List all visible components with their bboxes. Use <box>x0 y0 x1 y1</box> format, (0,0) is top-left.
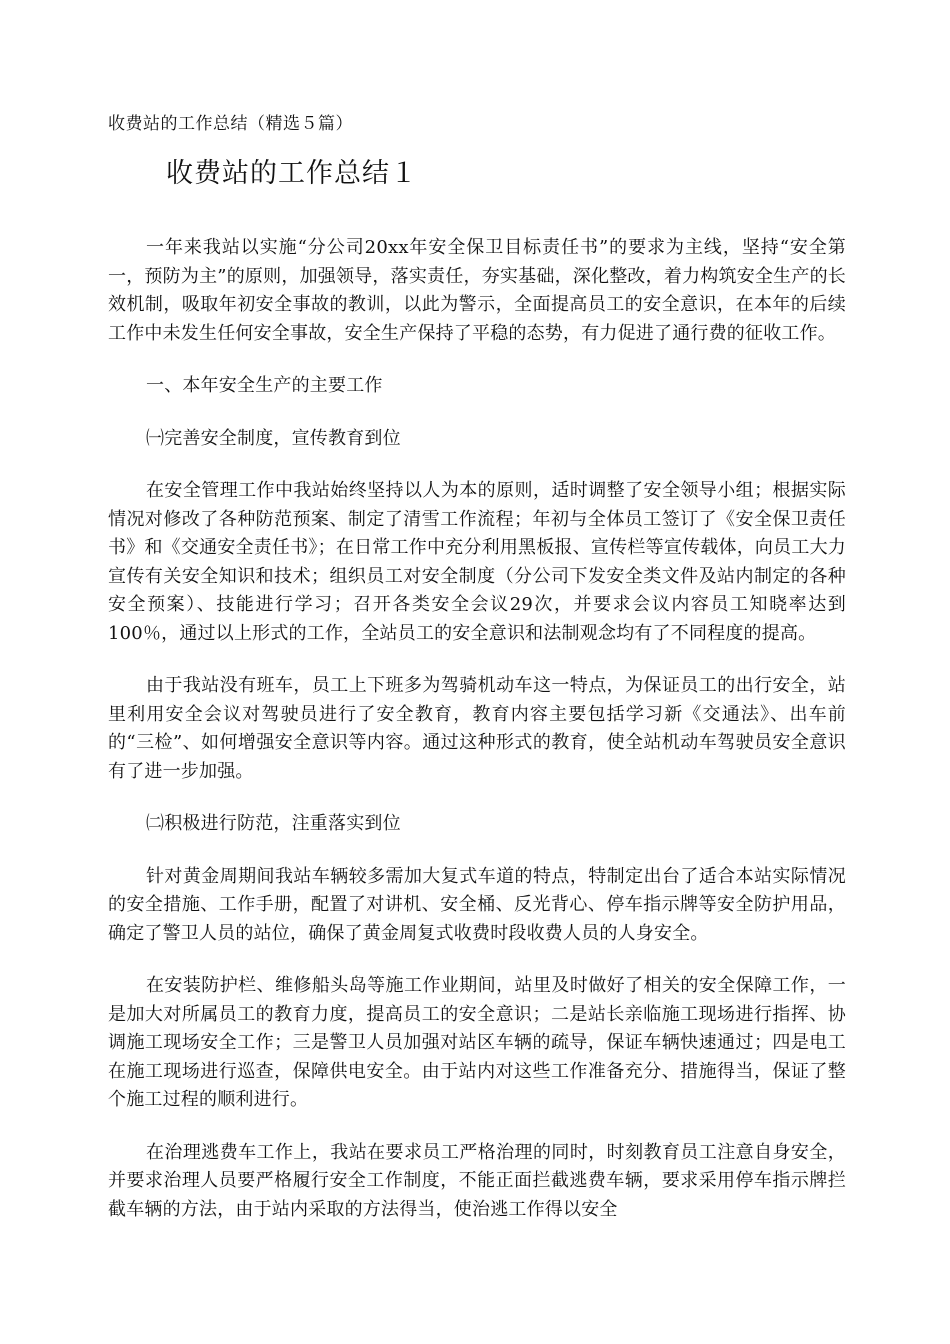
paragraph-driver-education: 由于我站没有班车，员工上下班多为驾骑机动车这一特点，为保证员工的出行安全，站里利用安全会议对驾驶员进行了安全教育，教育内容主要包括学习新《交通法》、出车前的“三检”、如何增强安全意识等内容。通过这种形式的教育，使全站机动车驾驶员安全意识有了进一步加强。 <box>108 675 846 782</box>
subheading-main-work: 一、本年安全生产的主要工作 <box>146 375 383 396</box>
document-page <box>108 112 846 1224</box>
paragraph-toll-evasion: 在治理逃费车工作上，我站在要求员工严格治理的同时，时刻教育员工注意自身安全，并要求治理人员要严格履行安全工作制度，不能正面拦截逃费车辆，要求采用停车指示牌拦截车辆的方法，由于站内采取的方法得当，使治逃工作得以安全 <box>108 1141 846 1220</box>
document-title: 收费站的工作总结（精选５篇） <box>108 114 353 134</box>
paragraph-intro: 一年来我站以实施“分公司20xx年安全保卫目标责任书”的要求为主线，坚持“安全第一，预防为主”的原则，加强领导，落实责任，夯实基础，深化整改，着力构筑安全生产的长效机制，吸取年初安全事故的教训，以此为警示，全面提高员工的安全意识，在本年的后续工作中未发生任何安全事故，安全生产保持了平稳的态势，有力促进了通行费的征收工作。 <box>108 237 846 344</box>
subheading-prevention: ㈡积极进行防范，注重落实到位 <box>146 813 401 834</box>
paragraph-golden-week: 针对黄金周期间我站车辆较多需加大复式车道的特点，特制定出台了适合本站实际情况的安全措施、工作手册，配置了对讲机、安全桶、反光背心、停车指示牌等安全防护用品，确定了警卫人员的站位，确保了黄金周复式收费时段收费人员的人身安全。 <box>108 865 846 944</box>
subheading-safety-system: ㈠完善安全制度，宣传教育到位 <box>146 427 401 449</box>
paragraph-construction-safety: 在安装防护栏、维修船头岛等施工作业期间，站里及时做好了相关的安全保障工作，一是加大对所属员工的教育力度，提高员工的安全意识；二是站长亲临施工现场进行指挥、协调施工现场安全工作；三是警卫人员加强对站区车辆的疏导，保证车辆快速通过；四是电工在施工现场进行巡查，保障供电安全。由于站内对这些工作准备充分、措施得当，保证了整个施工过程的顺利进行。 <box>108 975 846 1110</box>
paragraph-safety-management: 在安全管理工作中我站始终坚持以人为本的原则，适时调整了安全领导小组；根据实际情况对修改了各种防范预案、制定了清雪工作流程；年初与全体员工签订了《安全保卫责任书》和《交通安全责任书》；在日常工作中充分利用黑板报、宣传栏等宣传载体，向员工大力宣传有关安全知识和技术；组织员工对安全制度（分公司下发安全类文件及站内制定的各种安全预案）、技能进行学习；召开各类安全会议29次，并要求会议内容员工知晓率达到100％，通过以上形式的工作，全站员工的安全意识和法制观念均有了不同程度的提高。 <box>108 480 846 644</box>
section-heading: 收费站的工作总结１ <box>166 158 418 189</box>
